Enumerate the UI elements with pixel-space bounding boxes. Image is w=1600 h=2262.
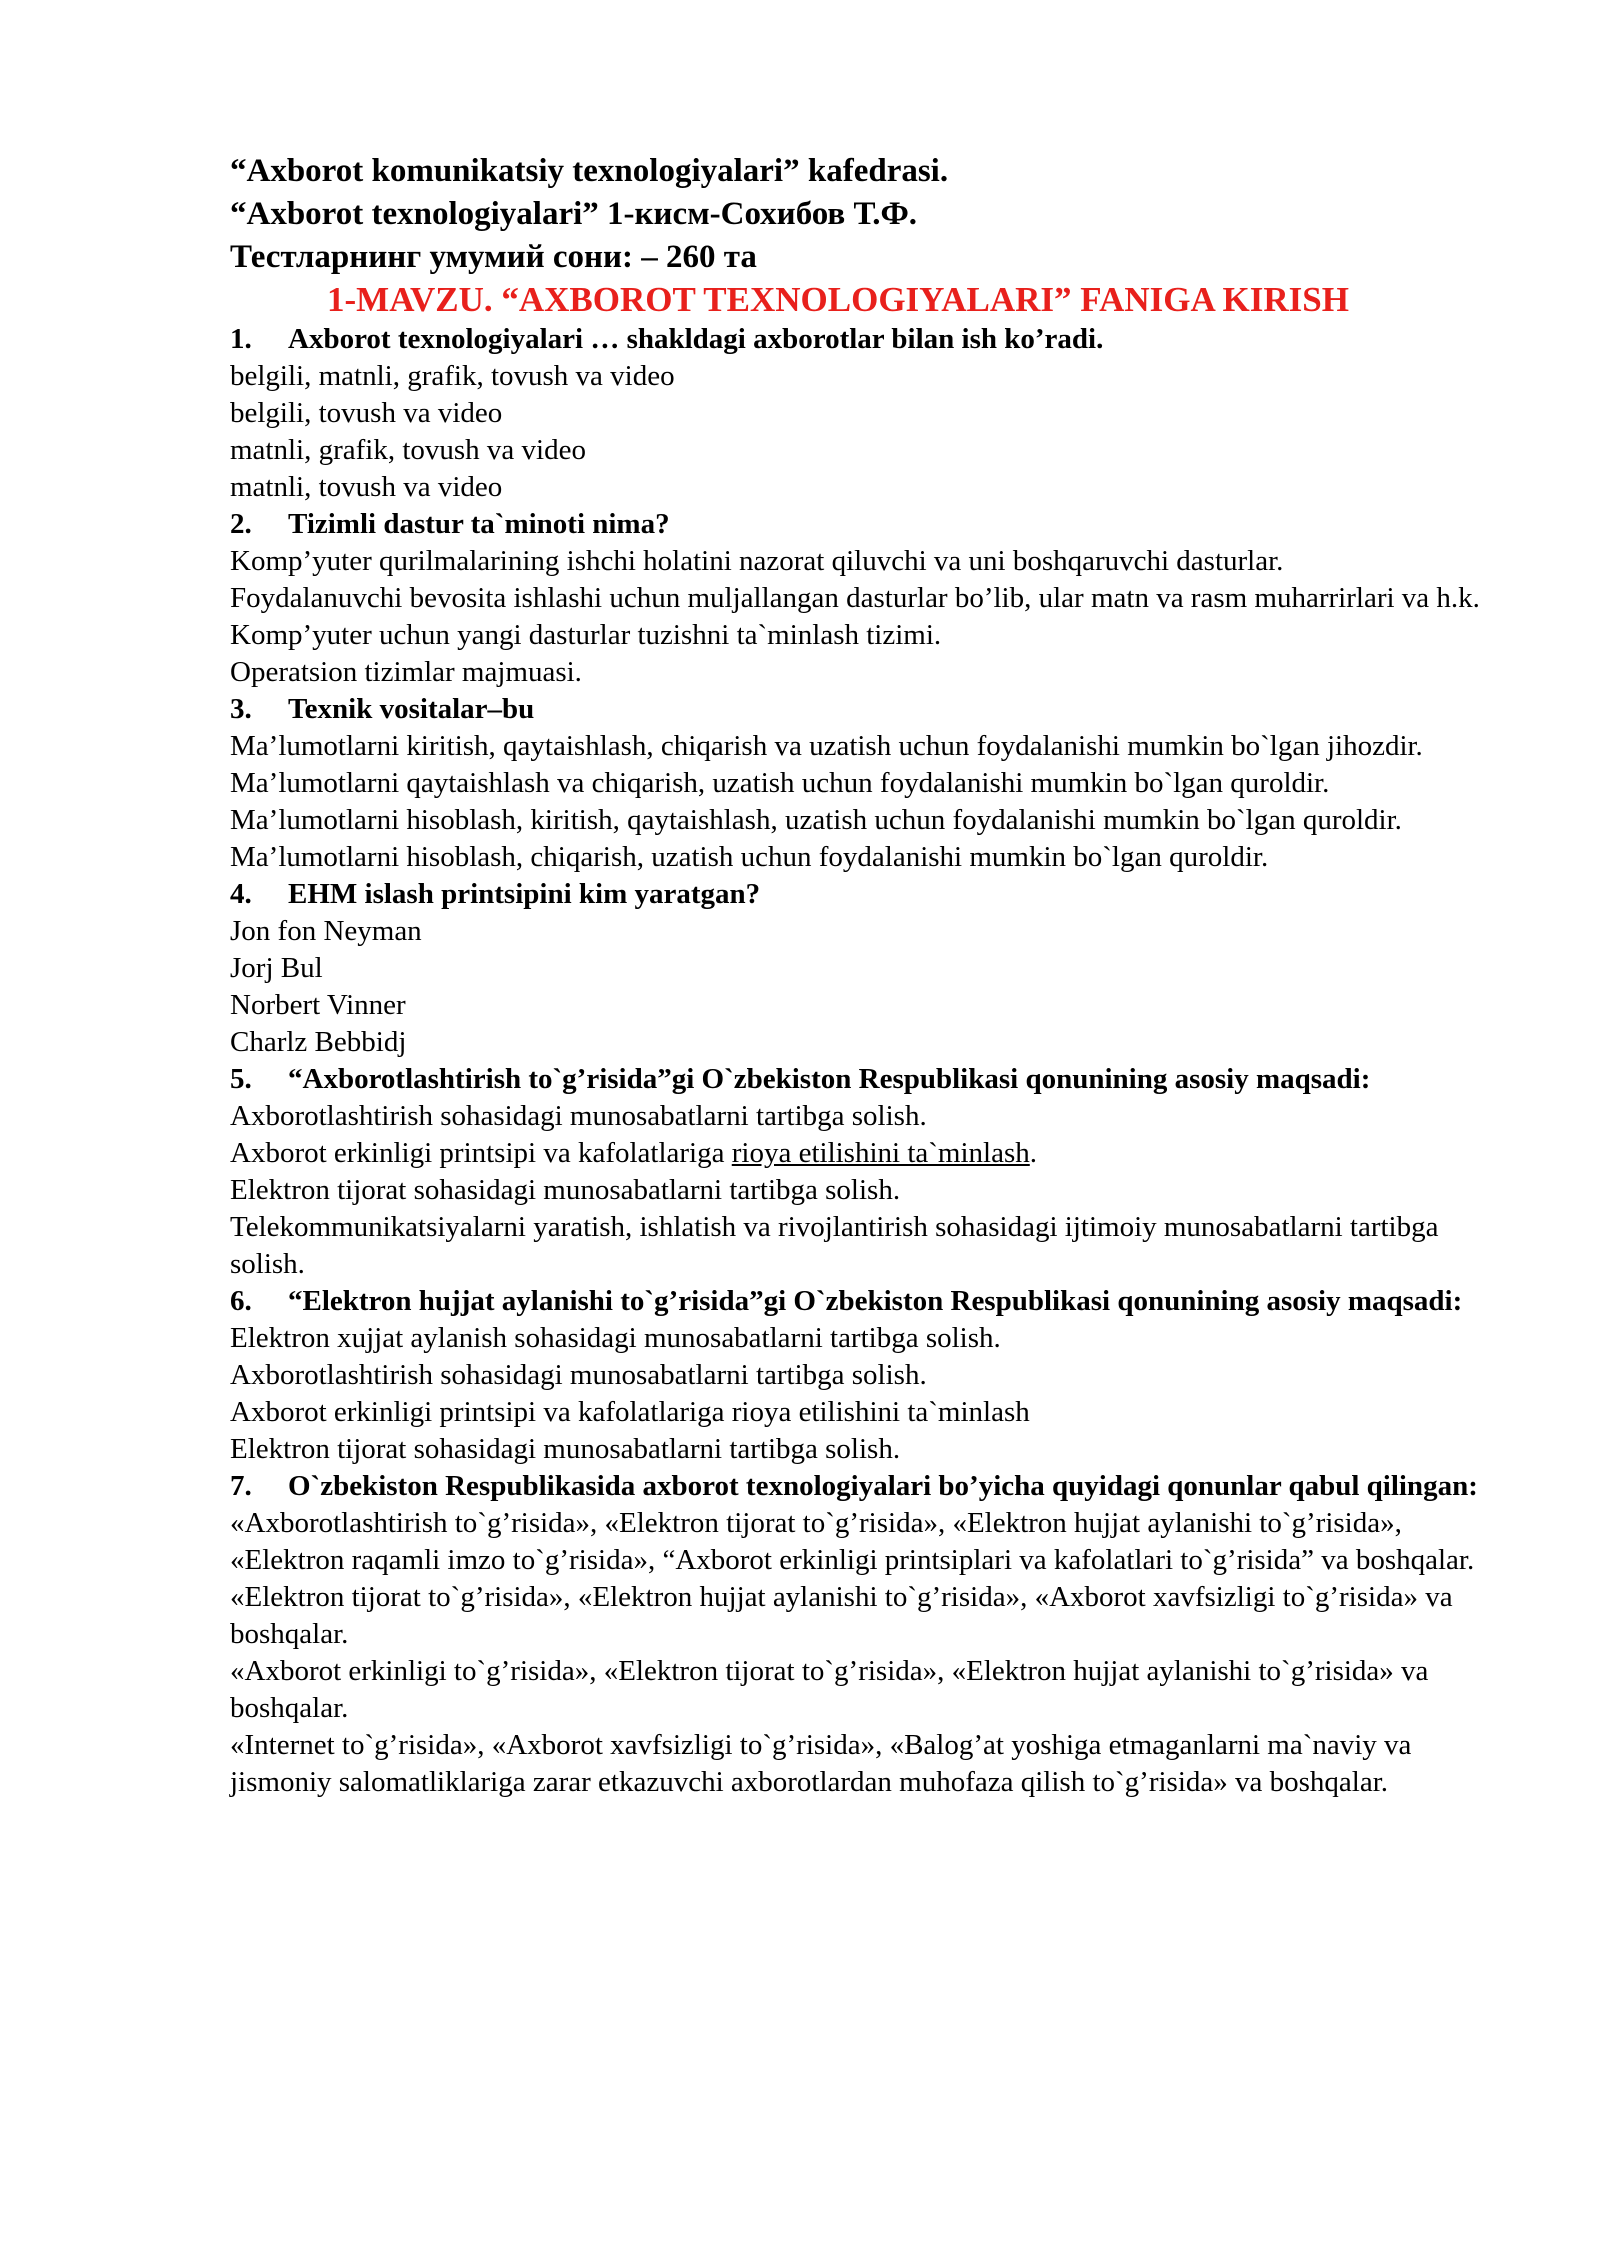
total-tests-line: Тестларнинг умумий сони: – 260 та (230, 239, 757, 275)
answer-option: «Internet to`g’risida», «Axborot xavfsizligi to`g’risida», «Balog’at yoshiga etmaganlarni ma`naviy va jismoniy salomatliklariga zarar etkazuvchi axborotlardan muhofaza qilish to`g’risida» va boshqalar. (230, 1729, 1412, 1798)
course-title: “Axborot texnologiyalari” 1-кисм-Сохибов Т.Ф. (230, 196, 918, 232)
question-text: Tizimli dastur ta`minoti nima? (288, 508, 670, 540)
answer-option: «Axborot erkinligi to`g’risida», «Elektron tijorat to`g’risida», «Elektron hujjat aylanishi to`g’risida» va boshqalar. (230, 1655, 1429, 1724)
answer-option: Elektron xujjat aylanish sohasidagi munosabatlarni tartibga solish. (230, 1322, 1001, 1354)
question-5 (230, 1061, 1520, 1098)
answer-option: Elektron tijorat sohasidagi munosabatlarni tartibga solish. (230, 1174, 901, 1206)
question-3 (230, 691, 1520, 728)
question-text: EHM islash printsipini kim yaratgan? (288, 878, 761, 910)
answer-option: Norbert Vinner (230, 989, 406, 1021)
answer-option: Ma’lumotlarni qaytaishlash va chiqarish, uzatish uchun foydalanishi mumkin bo`lgan quroldir. (230, 767, 1330, 799)
underlined-phrase: rioya etilishini ta`minlash (731, 1137, 1030, 1169)
question-text: O`zbekiston Respublikasida axborot texnologiyalari bo’yicha quyidagi qonunlar qabul qilingan: (288, 1470, 1478, 1502)
question-7 (230, 1468, 1520, 1505)
answer-option: Operatsion tizimlar majmuasi. (230, 656, 582, 688)
question-text: “Elektron hujjat aylanishi to`g’risida”gi O`zbekiston Respublikasi qonunining asosiy maqsadi: (288, 1285, 1463, 1317)
answer-option: matnli, grafik, tovush va video (230, 434, 586, 466)
answer-option: Ma’lumotlarni kiritish, qaytaishlash, chiqarish va uzatish uchun foydalanishi mumkin bo`lgan jihozdir. (230, 730, 1423, 762)
answer-option: Jorj Bul (230, 952, 323, 984)
question-number: 1. (230, 323, 252, 355)
answer-option: Ma’lumotlarni hisoblash, chiqarish, uzatish uchun foydalanishi mumkin bo`lgan quroldir. (230, 841, 1269, 873)
document-page (230, 150, 1520, 1801)
question-1 (230, 321, 1520, 358)
question-text: Texnik vositalar–bu (288, 693, 535, 725)
question-number: 7. (230, 1470, 252, 1502)
answer-option: Axborot erkinligi printsipi va kafolatlariga rioya etilishini ta`minlash (230, 1396, 1030, 1428)
question-4 (230, 876, 1520, 913)
question-number: 5. (230, 1063, 252, 1095)
answer-option: Komp’yuter uchun yangi dasturlar tuzishni ta`minlash tizimi. (230, 619, 942, 651)
question-number: 3. (230, 693, 252, 725)
answer-option: Axborotlashtirish sohasidagi munosabatlarni tartibga solish. (230, 1100, 927, 1132)
answer-option: Komp’yuter qurilmalarining ishchi holatini nazorat qiluvchi va uni boshqaruvchi dasturlar. (230, 545, 1284, 577)
question-6 (230, 1283, 1520, 1320)
answer-option: Ma’lumotlarni hisoblash, kiritish, qaytaishlash, uzatish uchun foydalanishi mumkin bo`lgan quroldir. (230, 804, 1402, 836)
answer-option: matnli, tovush va video (230, 471, 503, 503)
question-text: Axborot texnologiyalari … shakldagi axborotlar bilan ish ko’radi. (288, 323, 1104, 355)
question-number: 2. (230, 508, 252, 540)
answer-option: «Elektron tijorat to`g’risida», «Elektron hujjat aylanishi to`g’risida», «Axborot xavfsizligi to`g’risida» va boshqalar. (230, 1581, 1453, 1650)
answer-option: Elektron tijorat sohasidagi munosabatlarni tartibga solish. (230, 1433, 901, 1465)
answer-option: Axborotlashtirish sohasidagi munosabatlarni tartibga solish. (230, 1359, 927, 1391)
answer-option-start: Axborot erkinligi printsipi va kafolatlariga (230, 1137, 732, 1169)
topic-title: 1-MAVZU. “AXBOROT TEXNOLOGIYALARI” FANIGA KIRISH (327, 280, 1349, 319)
question-number: 6. (230, 1285, 252, 1317)
answer-option: Foydalanuvchi bevosita ishlashi uchun muljallangan dasturlar bo’lib, ular matn va rasm muharrirlari va h.k. (230, 582, 1480, 614)
department-title: “Axborot komunikatsiy texnologiyalari” kafedrasi. (230, 153, 949, 189)
question-text: “Axborotlashtirish to`g’risida”gi O`zbekiston Respublikasi qonunining asosiy maqsadi: (288, 1063, 1371, 1095)
question-number: 4. (230, 878, 252, 910)
answer-option: Charlz Bebbidj (230, 1026, 407, 1058)
question-2 (230, 506, 1520, 543)
answer-option: Jon fon Neyman (230, 915, 422, 947)
answer-option (230, 1135, 1520, 1172)
answer-option: Telekommunikatsiyalarni yaratish, ishlatish va rivojlantirish sohasidagi ijtimoiy munosabatlarni tartibga solish. (230, 1211, 1439, 1280)
answer-option: belgili, tovush va video (230, 397, 503, 429)
answer-option-end: . (1029, 1137, 1038, 1169)
answer-option: «Axborotlashtirish to`g’risida», «Elektron tijorat to`g’risida», «Elektron hujjat aylanishi to`g’risida», «Elektron raqamli imzo to`g’risida», “Axborot erkinligi printsiplari va kafolatlari to`g’risida” va boshqalar. (230, 1507, 1475, 1576)
answer-option: belgili, matnli, grafik, tovush va video (230, 360, 675, 392)
